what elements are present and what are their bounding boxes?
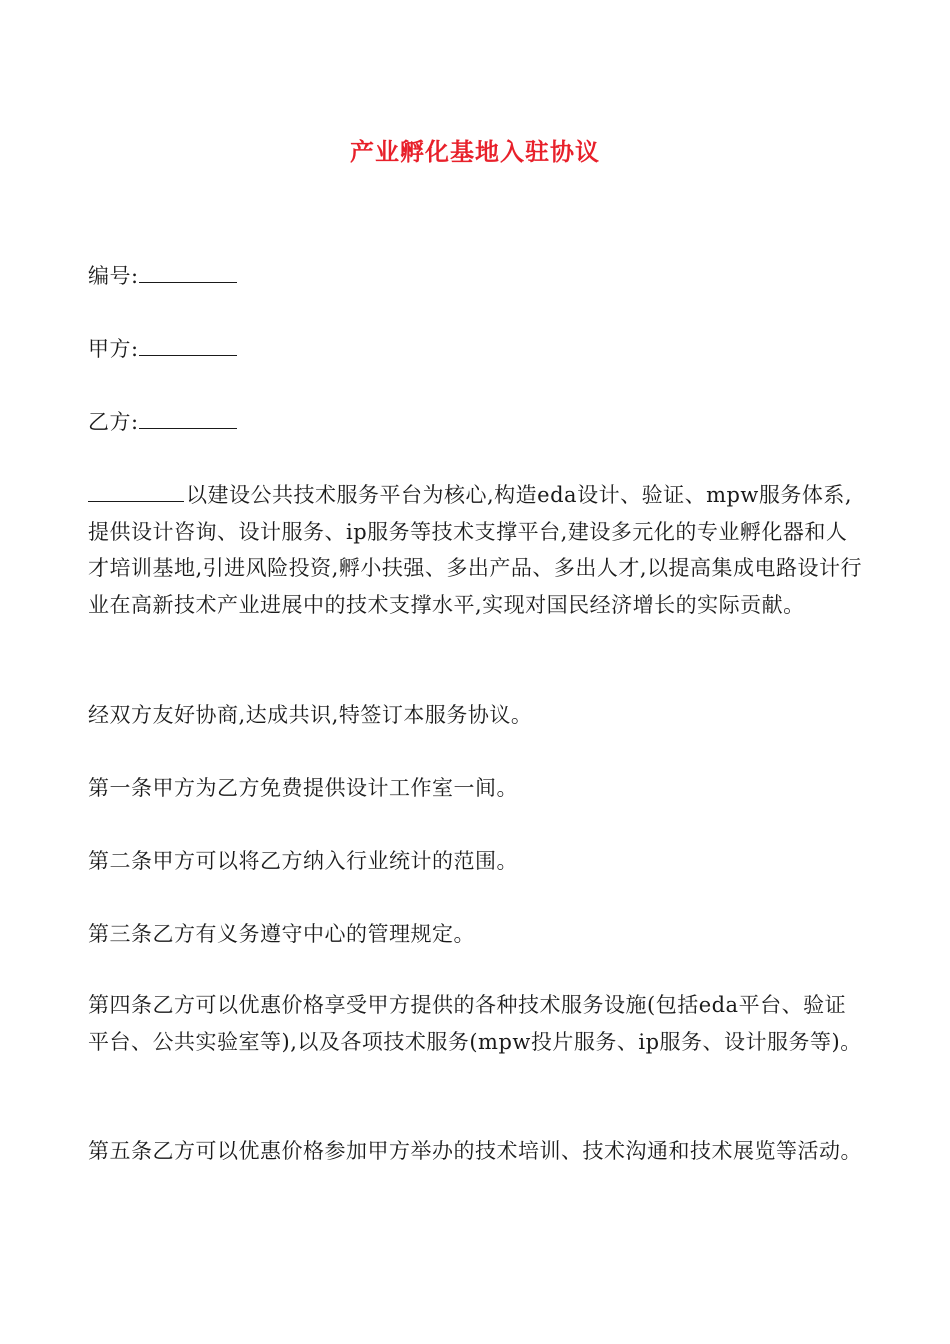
- article-4: 第四条乙方可以优惠价格享受甲方提供的各种技术服务设施(包括eda平台、验证平台、公共实验室等),以及各项技术服务(mpw投片服务、ip服务、设计服务等)。: [88, 993, 862, 1054]
- party-a-field: [88, 331, 864, 368]
- number-blank[interactable]: [139, 264, 237, 283]
- party-a-blank[interactable]: [139, 337, 237, 356]
- document-title: 产业孵化基地入驻协议: [350, 138, 600, 166]
- agreement-paragraph: 经双方友好协商,达成共识,特签订本服务协议。: [88, 703, 533, 727]
- party-b-blank[interactable]: [139, 410, 237, 429]
- article-2: 第二条甲方可以将乙方纳入行业统计的范围。: [88, 849, 518, 873]
- article-5: 第五条乙方可以优惠价格参加甲方举办的技术培训、技术沟通和技术展览等活动。: [88, 1139, 862, 1163]
- party-b-field: [88, 404, 864, 441]
- article-3: 第三条乙方有义务遵守中心的管理规定。: [88, 922, 475, 946]
- number-label: 编号:: [88, 264, 139, 288]
- number-field: [88, 258, 864, 295]
- intro-text: 以建设公共技术服务平台为核心,构造eda设计、验证、mpw服务体系,提供设计咨询、设计服务、ip服务等技术支撑平台,建设多元化的专业孵化器和人才培训基地,引进风险投资,孵小扶强、多出产品、多出人才,以提高集成电路设计行业在高新技术产业进展中的技术支撑水平,实现对国民经济增长的实际贡献。: [88, 483, 863, 617]
- party-a-label: 甲方:: [88, 337, 139, 361]
- article-1: 第一条甲方为乙方免费提供设计工作室一间。: [88, 776, 518, 800]
- intro-paragraph: [88, 477, 864, 623]
- intro-blank[interactable]: [88, 483, 184, 502]
- party-b-label: 乙方:: [88, 410, 139, 434]
